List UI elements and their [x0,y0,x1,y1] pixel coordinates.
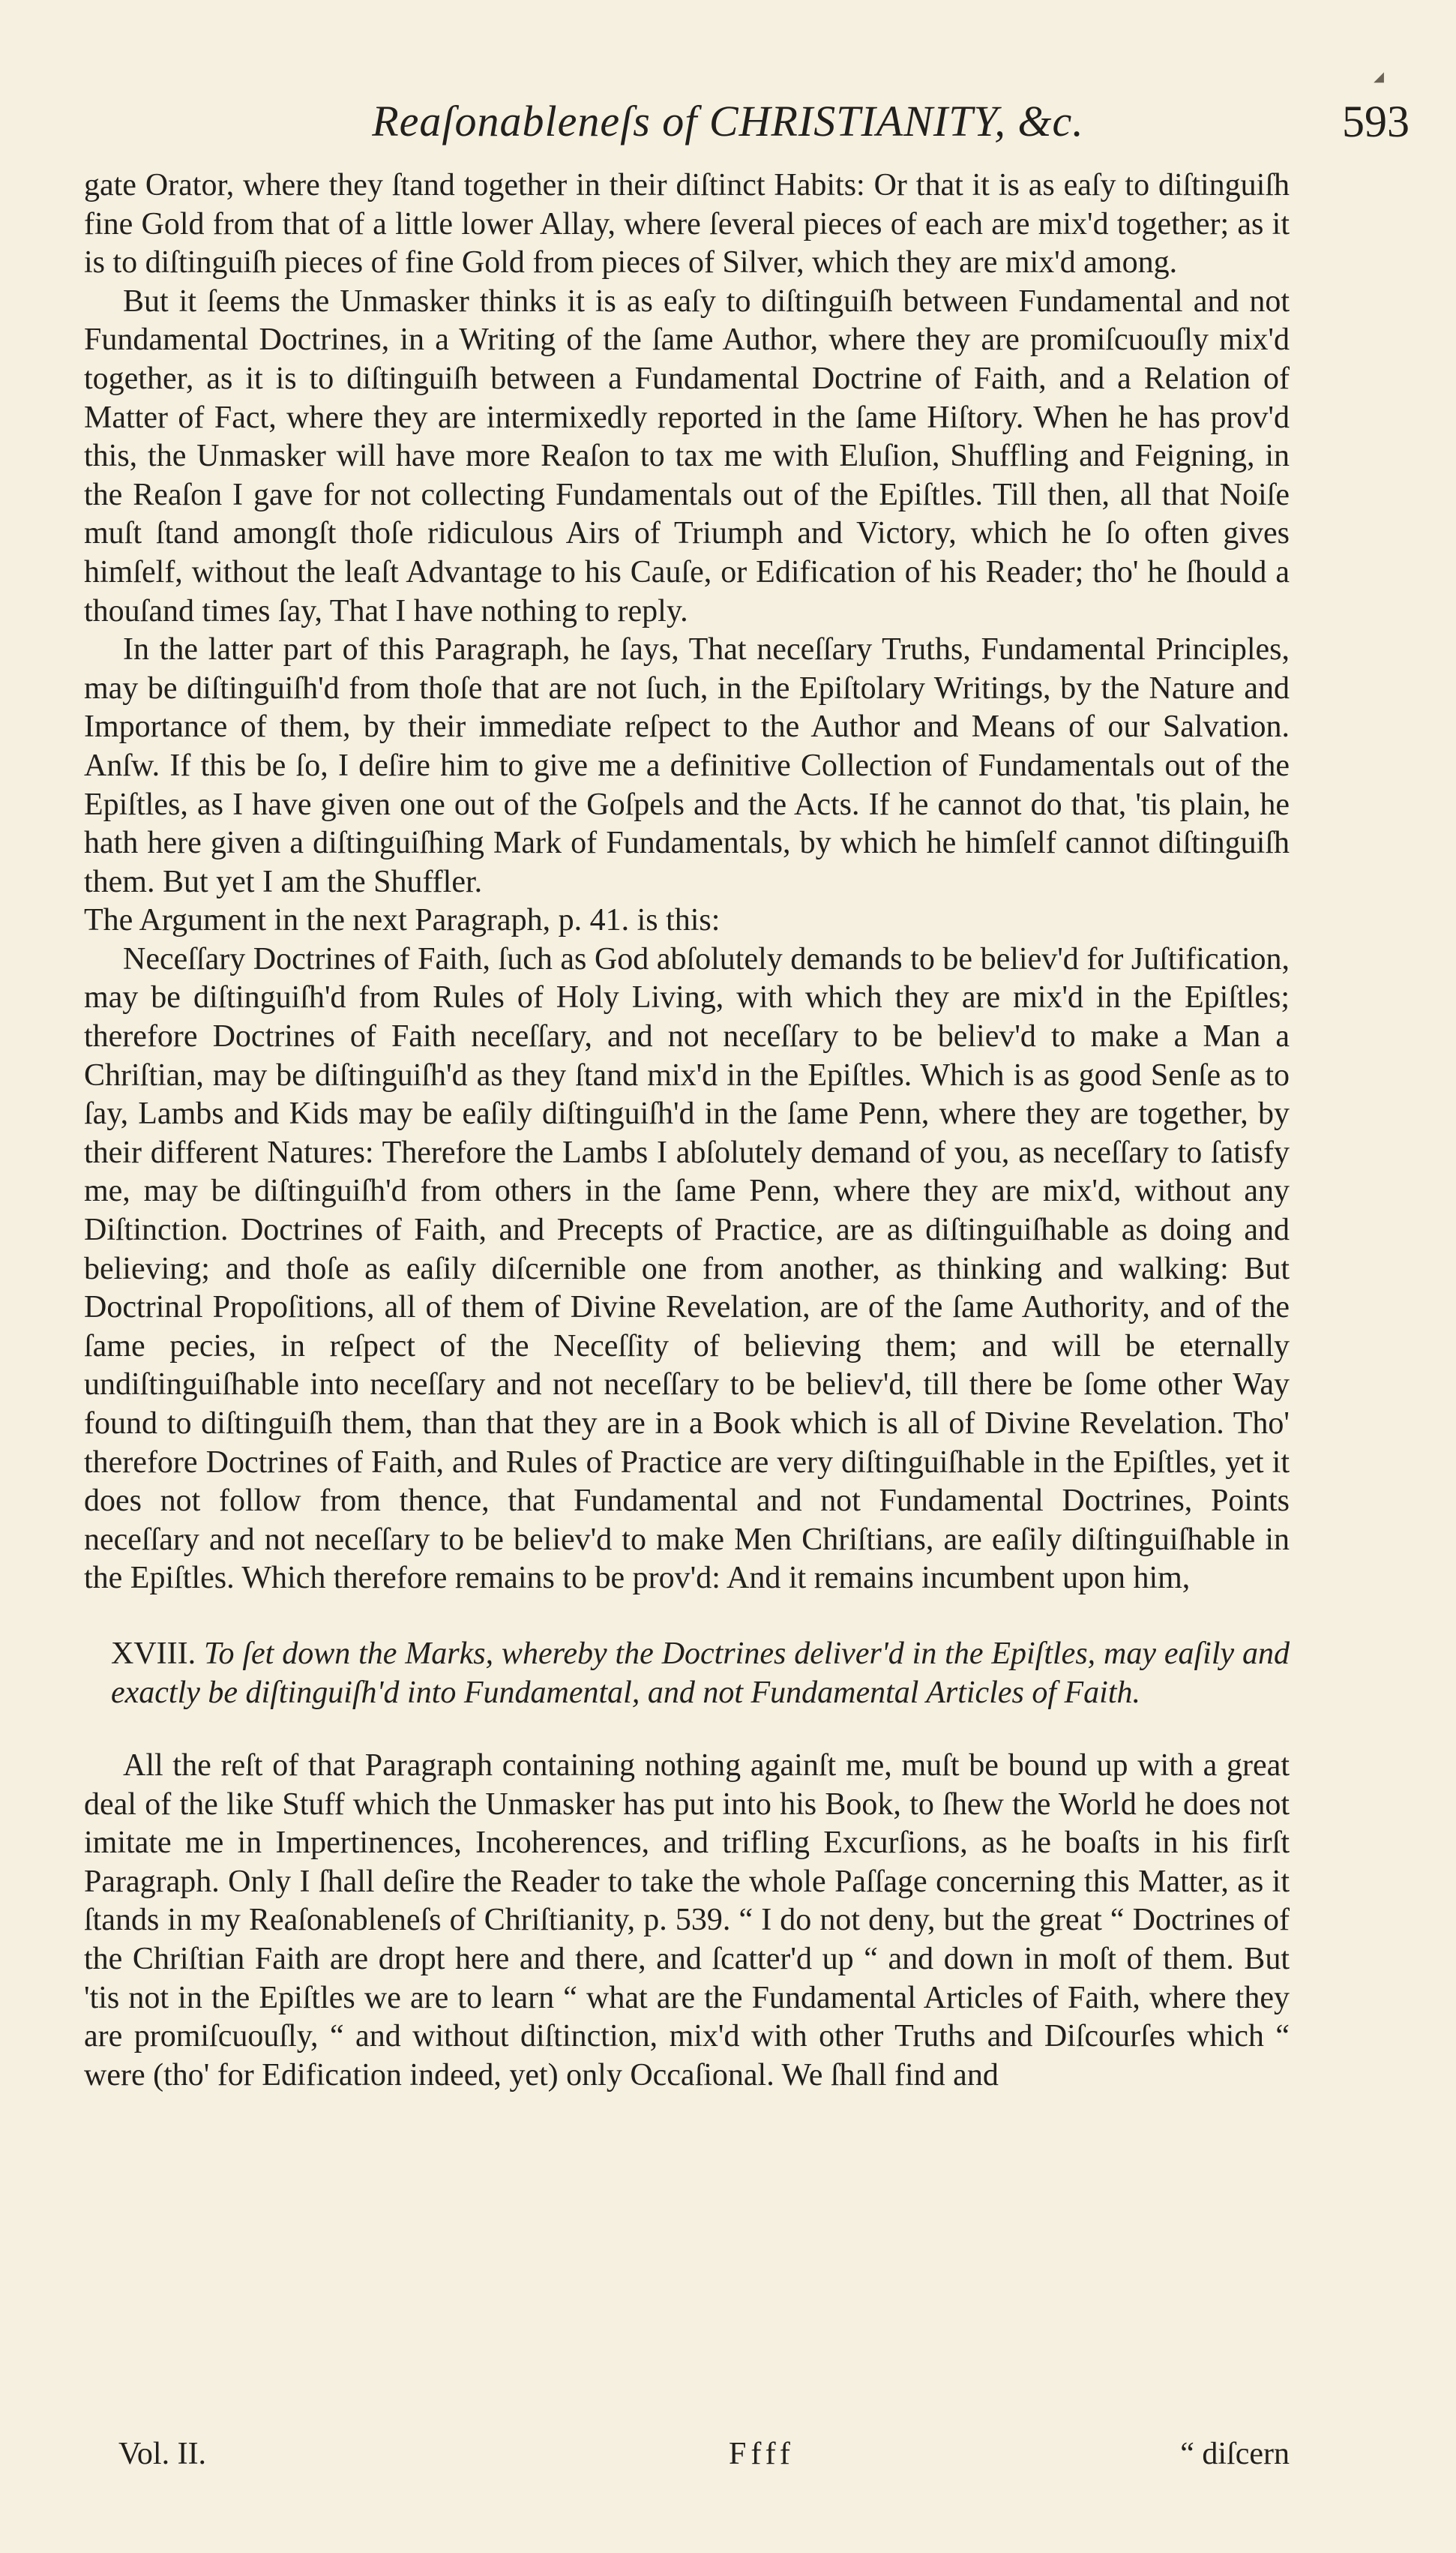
volume-label: Vol. II. [118,2437,207,2471]
body-text [84,166,1290,2095]
page-number: 593 [1342,97,1410,146]
page-footer [84,2436,1290,2481]
paragraph-argument-intro: The Argument in the next Paragraph, p. 41. is this: [84,903,721,938]
page-header [0,96,1456,156]
paragraph-latter-part: In the latter part of this Paragraph, he ſays, That neceſſary Truths, Fundamental Principles, may be diſtinguiſh'd from thoſe that are not ſuch, in the Epiſtolary Writings, by the Nature and Importance of them, by their immediate reſpect to the Author and Means of our Salvation. Anſw. If this be ſo, I deſire him to give me a definitive Collection of Fundamentals out of the Epiſtles, as I have given one out of the Goſpels and the Acts. If he cannot do that, 'tis plain, he hath here given a diſtinguiſhing Mark of Fundamentals, by which he himſelf cannot diſtinguiſh them. But yet I am the Shuffler. [84,632,1290,899]
section-number: XVIII. [111,1636,196,1671]
paragraph-necessary-doctrines: Neceſſary Doctrines of Faith, ſuch as God abſolutely demands to be believ'd for Juſtification, may be diſtinguiſh'd from Rules of Holy Living, with which they are mix'd in the Epiſtles; therefore Doctrines of Faith neceſſary, and not neceſſary to be believ'd to make a Man a Chriſtian, may be diſtinguiſh'd as they ſtand mix'd in the Epiſtles. Which is as good Senſe as to ſay, Lambs and Kids may be eaſily diſtinguiſh'd in the ſame Penn, where they are together, by their different Natures: Therefore the Lambs I abſolutely demand of you, as neceſſary to ſatisfy me, may be diſtinguiſh'd from others in the ſame Penn, where they are mix'd, without any Diſtinction. Doctrines of Faith, and Precepts of Practice, are as diſtinguiſhable as doing and believing; and thoſe as eaſily diſcernible one from another, as thinking and walking: But Doctrinal Propoſitions, all of them of Divine Revelation, are of the ſame Authority, and of the ſame pecies, in reſpect of the Neceſſity of believing them; and will be eternally undiſtinguiſhable into neceſſary and not neceſſary to be believ'd, till there be ſome other Way found to diſtinguiſh them, than that they are in a Book which is all of Divine Revelation. Tho' therefore Doctrines of Faith, and Rules of Practice are very diſtinguiſhable in the Epiſtles, yet it does not follow from thence, that Fundamental and not Fundamental Doctrines, Points neceſſary and not neceſſary to be believ'd to make Men Chriſtians, are eaſily diſtinguiſhable in the Epiſtles. Which therefore remains to be prov'd: And it remains incumbent upon him, [84,941,1290,1596]
page-corner-mark: ◢ [1374,69,1384,84]
catchword: “ diſcern [1180,2437,1290,2471]
signature-mark: Ffff [729,2437,795,2471]
paragraph-unmasker-distinguish: But it ſeems the Unmasker thinks it is as eaſy to diſtinguiſh between Fundamental and not Fundamental Doctrines, in a Writing of the ſame Author, where they are promiſcuouſly mix'd together, as it is to diſtinguiſh between a Fundamental Doctrine of Faith, and a Relation of Matter of Fact, where they are intermixedly reported in the ſame Hiſtory. When he has prov'd this, the Unmasker will have more Reaſon to tax me with Eluſion, Shuffling and Feigning, in the Reaſon I gave for not collecting Fundamentals out of the Epiſtles. Till then, all that Noiſe muſt ſtand amongſt thoſe ridiculous Airs of Triumph and Victory, which he ſo often gives himſelf, without the leaſt Advantage to his Cauſe, or Edification of his Reader; tho' he ſhould a thouſand times ſay, That I have nothing to reply. [84,284,1290,628]
paragraph-continuation: gate Orator, where they ſtand together in their diſtinct Habits: Or that it is as eaſy to diſtinguiſh fine Gold from that of a little lower Allay, where ſeveral pieces of each are mix'd together; as it is to diſtinguiſh pieces of fine Gold from pieces of Silver, which they are mix'd among. [84,168,1290,280]
section-title: To ſet down the Marks, whereby the Doctrines deliver'd in the Epiſtles, may eaſily and exactly be diſtinguiſh'd into Fundamental, and not Fundamental Articles of Faith. [111,1636,1290,1710]
running-title: Reaſonableneſs of CHRISTIANITY, &c. [372,97,1084,146]
paragraph-closing: All the reſt of that Paragraph containing nothing againſt me, muſt be bound up with a great deal of the like Stuff which the Unmasker has put into his Book, to ſhew the World he does not imitate me in Impertinences, Incoherences, and trifling Excurſions, as he boaſts in his firſt Paragraph. Only I ſhall deſire the Reader to take the whole Paſſage concerning this Matter, as it ſtands in my Reaſonableneſs of Chriſtianity, p. 539. “ I do not deny, but the great “ Doctrines of the Chriſtian Faith are dropt here and there, and ſcatter'd up “ and down in moſt of them. But 'tis not in the Epiſtles we are to learn “ what are the Fundamental Articles of Faith, where they are promiſcuouſly, “ and without diſtinction, mix'd with other Truths and Diſcourſes which “ were (tho' for Edification indeed, yet) only Occaſional. We ſhall find and [84,1748,1290,2092]
section-heading [111,1634,1290,1712]
